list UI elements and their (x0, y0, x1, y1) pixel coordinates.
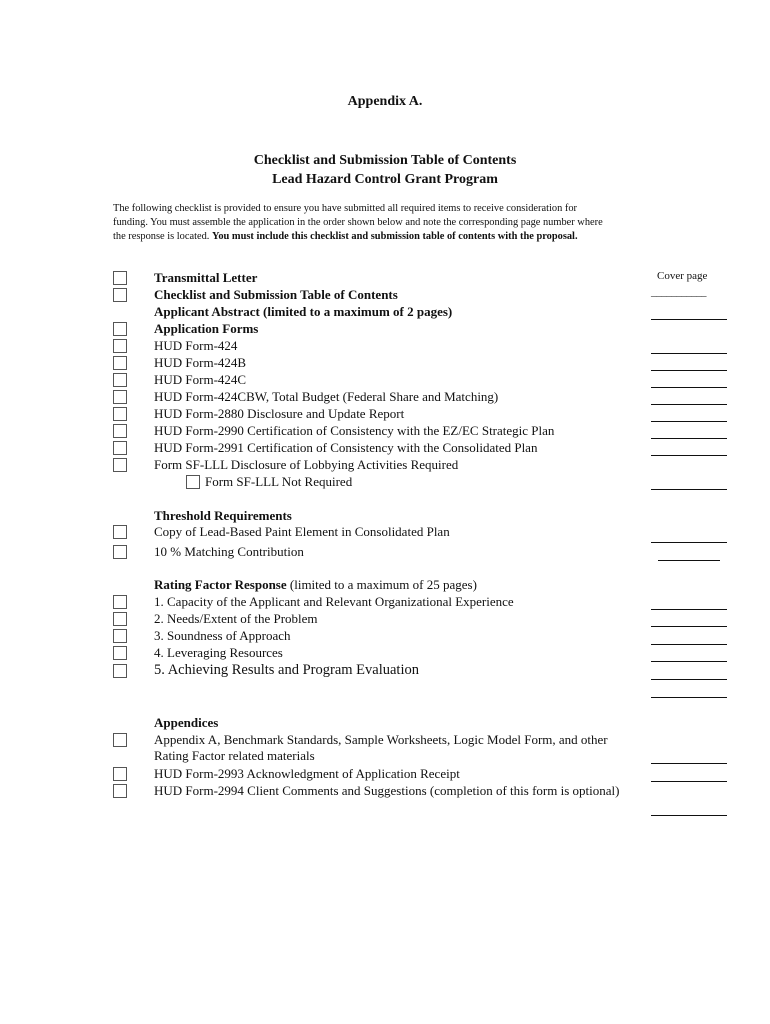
page-number-blank[interactable] (651, 455, 727, 456)
item-checklist-toc: Checklist and Submission Table of Contents (154, 287, 398, 302)
page-number-blank[interactable] (651, 679, 727, 680)
checkbox-hud-form-424b[interactable] (113, 356, 127, 370)
checkbox-matching-contribution[interactable] (113, 545, 127, 559)
rating-factor-limit-note: (limited to a maximum of 25 pages) (286, 577, 477, 592)
page-number-blank[interactable] (651, 421, 727, 422)
item-hud-form-2880: HUD Form-2880 Disclosure and Update Report (154, 406, 405, 421)
intro-paragraph (113, 202, 673, 244)
checkbox-hud-form-2991[interactable] (113, 441, 127, 455)
page-number-blank[interactable] (651, 319, 727, 320)
intro-line-3 (113, 230, 673, 244)
page-number-blank: ___________ (651, 286, 706, 298)
page-number-blank[interactable] (651, 781, 727, 782)
page-number-blank[interactable] (651, 489, 727, 490)
cover-page-label: Cover page (657, 270, 708, 282)
page-number-blank[interactable] (651, 370, 727, 371)
checkbox-rating-factor-2[interactable] (113, 612, 127, 626)
checkbox-sf-lll-not-required[interactable] (186, 475, 200, 489)
page-number-blank[interactable] (651, 387, 727, 388)
intro-line-2: funding. You must assemble the application in the order shown below and note the corresponding page number where (113, 217, 603, 228)
rating-factor-heading: Rating Factor Response (154, 577, 287, 592)
document-title-line2: Lead Hazard Control Grant Program (272, 172, 498, 187)
item-application-forms: Application Forms (154, 321, 259, 336)
checkbox-hud-form-424cbw[interactable] (113, 390, 127, 404)
item-rating-factor-1: 1. Capacity of the Applicant and Relevant Organizational Experience (154, 594, 514, 609)
section-rating-factor-response (154, 577, 477, 593)
checkbox-hud-form-424c[interactable] (113, 373, 127, 387)
page-number-blank[interactable] (651, 763, 727, 764)
item-sf-lll-not-required: Form SF-LLL Not Required (205, 474, 353, 489)
section-appendices: Appendices (154, 715, 219, 730)
appendix-title: Appendix A. (347, 94, 423, 109)
intro-line-3-text: the response is located. (113, 231, 212, 242)
item-hud-form-424: HUD Form-424 (154, 338, 238, 353)
item-hud-form-424c: HUD Form-424C (154, 372, 247, 387)
item-matching-contribution: 10 % Matching Contribution (154, 544, 304, 559)
item-hud-form-424cbw: HUD Form-424CBW, Total Budget (Federal Share and Matching) (154, 389, 499, 404)
page-number-blank[interactable] (651, 353, 727, 354)
checkbox-rating-factor-1[interactable] (113, 595, 127, 609)
checkbox-rating-factor-5[interactable] (113, 664, 127, 678)
intro-line-1: The following checklist is provided to ensure you have submitted all required items to receive consideration for (113, 203, 577, 214)
checkbox-checklist-toc[interactable] (113, 288, 127, 302)
checkbox-transmittal-letter[interactable] (113, 271, 127, 285)
item-lead-paint-element: Copy of Lead-Based Paint Element in Consolidated Plan (154, 524, 450, 539)
checkbox-lead-paint-element[interactable] (113, 525, 127, 539)
item-hud-form-2994: HUD Form-2994 Client Comments and Suggestions (completion of this form is optional) (154, 783, 620, 798)
item-appendix-a: Appendix A, Benchmark Standards, Sample Worksheets, Logic Model Form, and other Rating Factor related materials (154, 732, 608, 763)
document-title-line1: Checklist and Submission Table of Contents (253, 153, 517, 168)
item-hud-form-2990: HUD Form-2990 Certification of Consistency with the EZ/EC Strategic Plan (154, 423, 555, 438)
item-rating-factor-5: 5. Achieving Results and Program Evaluation (154, 662, 419, 678)
page-number-blank[interactable] (651, 626, 727, 627)
intro-requirement-bold: You must include this checklist and submission table of contents with the proposal. (211, 231, 578, 242)
checkbox-hud-form-2993[interactable] (113, 767, 127, 781)
page-number-blank[interactable] (651, 661, 727, 662)
item-rating-factor-4: 4. Leveraging Resources (154, 645, 283, 660)
page-number-blank[interactable] (651, 697, 727, 698)
checkbox-application-forms[interactable] (113, 322, 127, 336)
checkbox-sf-lll-required[interactable] (113, 458, 127, 472)
checkbox-hud-form-2880[interactable] (113, 407, 127, 421)
page-number-blank[interactable] (651, 815, 727, 816)
item-rating-factor-2: 2. Needs/Extent of the Problem (154, 611, 318, 626)
checkbox-hud-form-2990[interactable] (113, 424, 127, 438)
checkbox-rating-factor-3[interactable] (113, 629, 127, 643)
item-transmittal-letter: Transmittal Letter (154, 270, 258, 285)
item-rating-factor-3: 3. Soundness of Approach (154, 628, 291, 643)
page-number-blank[interactable] (658, 560, 720, 561)
page-number-blank[interactable] (651, 542, 727, 543)
page-number-blank[interactable] (651, 609, 727, 610)
page-number-blank[interactable] (651, 644, 727, 645)
item-hud-form-424b: HUD Form-424B (154, 355, 247, 370)
checkbox-hud-form-2994[interactable] (113, 784, 127, 798)
item-hud-form-2993: HUD Form-2993 Acknowledgment of Application Receipt (154, 766, 460, 781)
checkbox-hud-form-424[interactable] (113, 339, 127, 353)
item-sf-lll-required: Form SF-LLL Disclosure of Lobbying Activities Required (154, 457, 459, 472)
section-threshold-requirements: Threshold Requirements (154, 508, 292, 523)
item-hud-form-2991: HUD Form-2991 Certification of Consistency with the Consolidated Plan (154, 440, 538, 455)
page-number-blank[interactable] (651, 438, 727, 439)
page-number-blank[interactable] (651, 404, 727, 405)
item-applicant-abstract: Applicant Abstract (limited to a maximum of 2 pages) (154, 304, 453, 319)
checkbox-appendix-a[interactable] (113, 733, 127, 747)
checkbox-rating-factor-4[interactable] (113, 646, 127, 660)
